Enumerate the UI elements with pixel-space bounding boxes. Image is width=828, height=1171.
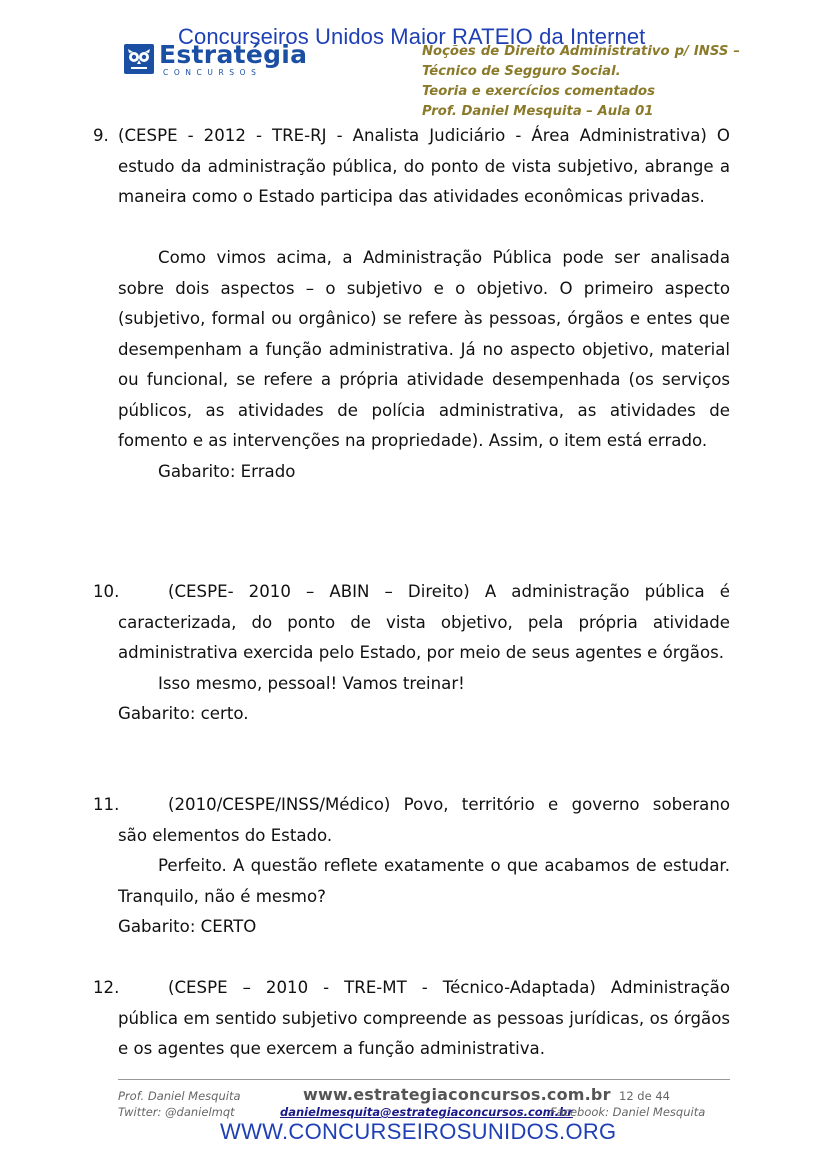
footer-email-link[interactable]: danielmesquita@estrategiaconcursos.com.br — [280, 1105, 573, 1119]
header-line-3: Teoria e exercícios comentados — [422, 84, 655, 99]
question-text: estudo da administração pública, do ponto de vista subjetivo, abrange a maneira como o Estado participa das atividades econômicas privadas. — [118, 156, 730, 206]
footer-site-link[interactable]: www.estrategiaconcursos.com.br — [303, 1085, 611, 1104]
comment-text: Isso mesmo, pessoal! Vamos treinar! — [158, 673, 465, 693]
question-first-line: (CESPE – 2010 - TRE-MT - Técnico-Adaptada) Administração — [168, 978, 730, 997]
estrategia-logo — [124, 42, 307, 77]
page-number: 12 de 44 — [619, 1089, 670, 1103]
question-number: 12. — [93, 978, 120, 997]
logo-subtitle: CONCURSOS — [163, 68, 262, 77]
watermark-bottom: WWW.CONCURSEIROSUNIDOS.ORG — [220, 1119, 617, 1144]
footer-divider — [118, 1079, 730, 1080]
question-10 — [93, 577, 730, 730]
gabarito: Gabarito: Errado — [158, 461, 296, 481]
header-line-1: Noções de Direito Administrativo p/ INSS – — [422, 44, 740, 59]
logo-word: Estratégia — [159, 40, 308, 69]
comment-9 — [93, 243, 730, 487]
question-first-line: (2010/CESPE/INSS/Médico) Povo, território e governo soberano — [168, 795, 730, 814]
footer-twitter: Twitter: @danielmqt — [118, 1105, 235, 1119]
gabarito: Gabarito: CERTO — [118, 917, 257, 936]
question-number: 11. — [93, 795, 120, 814]
gabarito: Gabarito: certo. — [118, 704, 249, 723]
question-text: são elementos do Estado. — [118, 825, 333, 845]
question-number: 10. — [93, 582, 120, 601]
header-line-4: Prof. Daniel Mesquita – Aula 01 — [422, 104, 654, 119]
question-text: pública em sentido subjetivo compreende as pessoas jurídicas, os órgãos e os agentes que exercem a função administrativa. — [118, 1008, 730, 1058]
footer-author: Prof. Daniel Mesquita — [118, 1089, 241, 1103]
watermark-top: Concurseiros Unidos Maior RATEIO da Internet — [178, 24, 646, 49]
question-text: caracterizada, do ponto de vista objetivo, pela própria atividade administrativa exercida pelo Estado, por meio de seus agentes e órgãos. — [118, 612, 730, 662]
question-first-line: (CESPE- 2010 – ABIN – Direito) A administração pública é — [168, 582, 730, 601]
footer-row-1 — [118, 1087, 730, 1107]
question-11 — [93, 790, 730, 943]
question-12 — [93, 973, 730, 1065]
question-number: 9. — [93, 126, 109, 145]
comment-text: Como vimos acima, a Administração Pública pode ser analisada sobre dois aspectos – o subjetivo e o objetivo. O primeiro aspecto (subjetivo, formal ou orgânico) se refere às pessoas, órgãos e entes que desempenham a função administrativa. Já no aspecto objetivo, material ou funcional, se refere a própria atividade desempenhada (os serviços públicos, as atividades de polícia administrativa, as atividades de fomento e as intervenções na propriedade). Assim, o item está errado. — [118, 248, 730, 450]
course-header — [422, 42, 740, 122]
header-line-2: Técnico de Segguro Social. — [422, 64, 621, 79]
owl-logo-icon — [124, 44, 154, 74]
question-first-line: (CESPE - 2012 - TRE-RJ - Analista Judiciário - Área Administrativa) O — [118, 126, 730, 145]
question-9 — [93, 121, 730, 213]
comment-text: Perfeito. A questão reflete exatamente o que acabamos de estudar. Tranquilo, não é mesmo? — [118, 856, 730, 906]
footer-facebook: Facebook: Daniel Mesquita — [550, 1105, 706, 1119]
